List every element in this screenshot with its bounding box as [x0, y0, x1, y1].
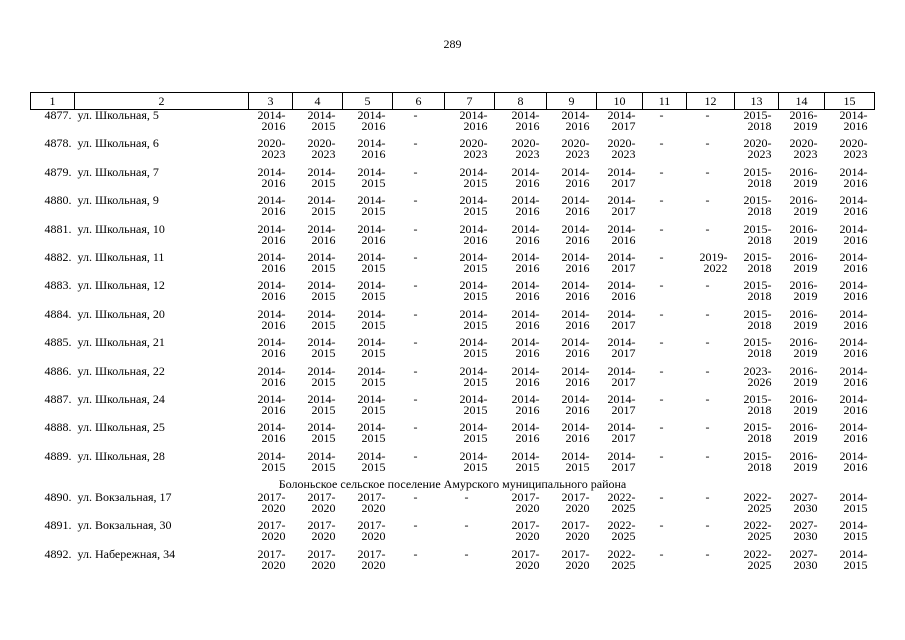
period-cell-col-11: - [659, 335, 664, 350]
period-cell-col-10: 2014- 2017 [607, 335, 636, 361]
row-number: 4882. [44, 249, 72, 264]
period-cell-col-9: 2014- 2016 [561, 363, 590, 389]
period-cell-col-13: 2015- 2018 [743, 221, 772, 247]
period-cell-col-10: 2014- 2017 [607, 164, 636, 190]
table-row [31, 280, 875, 308]
period-cell-col-13: 2015- 2018 [743, 448, 772, 474]
period-cell-col-12: - [705, 518, 710, 533]
period-cell-col-13: 2022- 2025 [743, 518, 772, 544]
period-cell-col-14: 2016- 2019 [789, 363, 818, 389]
period-cell-col-4: 2017- 2020 [307, 490, 336, 516]
column-header-4: 4 [293, 93, 343, 110]
period-cell-col-5: 2014- 2015 [357, 391, 386, 417]
column-header-13: 13 [735, 93, 779, 110]
period-cell-col-12: - [705, 306, 710, 321]
period-cell-col-13: 2015- 2018 [743, 108, 772, 133]
period-cell-col-5: 2014- 2015 [357, 193, 386, 219]
period-cell-col-4: 2017- 2020 [307, 546, 336, 572]
period-cell-col-12: 2019- 2022 [699, 249, 728, 275]
period-cell-col-14: 2016- 2019 [789, 221, 818, 247]
period-cell-col-14: 2027- 2030 [789, 490, 818, 516]
period-cell-col-15: 2014- 2015 [839, 546, 868, 572]
address-cell: ул. Набережная, 34 [77, 546, 176, 561]
period-cell-col-4: 2014- 2015 [307, 278, 336, 304]
column-header-8: 8 [495, 93, 547, 110]
period-cell-col-14: 2016- 2019 [789, 108, 818, 133]
period-cell-col-5: 2014- 2016 [357, 221, 386, 247]
period-cell-col-13: 2015- 2018 [743, 164, 772, 190]
period-cell-col-5: 2014- 2015 [357, 306, 386, 332]
period-cell-col-8: 2017- 2020 [511, 546, 540, 572]
period-cell-col-4: 2014- 2015 [307, 108, 336, 133]
period-cell-col-3: 2014- 2016 [257, 249, 286, 275]
column-header-7: 7 [445, 93, 495, 110]
period-cell-col-4: 2014- 2015 [307, 420, 336, 446]
period-cell-col-15: 2014- 2016 [839, 448, 868, 474]
period-cell-col-11: - [659, 193, 664, 208]
row-number: 4884. [44, 306, 72, 321]
period-cell-col-6: - [413, 420, 418, 435]
period-cell-col-14: 2020- 2023 [789, 136, 818, 162]
column-number-header [31, 93, 875, 110]
period-cell-col-5: 2014- 2015 [357, 278, 386, 304]
period-cell-col-8: 2014- 2016 [511, 363, 540, 389]
period-cell-col-7: 2014- 2016 [459, 221, 488, 247]
page-number: 289 [443, 37, 462, 51]
period-cell-col-12: - [705, 278, 710, 293]
period-cell-col-4: 2014- 2015 [307, 363, 336, 389]
period-cell-col-4: 2014- 2015 [307, 164, 336, 190]
address-cell: ул. Школьная, 24 [77, 391, 165, 406]
period-cell-col-15: 2014- 2016 [839, 278, 868, 304]
column-header-2: 2 [75, 93, 249, 110]
period-cell-col-15: 2020- 2023 [839, 136, 868, 162]
address-cell: ул. Школьная, 12 [77, 278, 165, 293]
period-cell-col-7: - [464, 546, 469, 561]
period-cell-col-11: - [659, 420, 664, 435]
period-cell-col-11: - [659, 136, 664, 151]
period-cell-col-6: - [413, 164, 418, 179]
period-cell-col-10: 2014- 2016 [607, 221, 636, 247]
period-cell-col-15: 2014- 2016 [839, 249, 868, 275]
period-cell-col-10: 2014- 2016 [607, 278, 636, 304]
period-cell-col-7: - [464, 490, 469, 505]
period-cell-col-4: 2017- 2020 [307, 518, 336, 544]
period-cell-col-9: 2014- 2016 [561, 335, 590, 361]
period-cell-col-14: 2027- 2030 [789, 518, 818, 544]
table-row [31, 167, 875, 195]
period-cell-col-10: 2014- 2017 [607, 363, 636, 389]
row-number: 4879. [44, 164, 72, 179]
period-cell-col-5: 2017- 2020 [357, 546, 386, 572]
period-cell-col-5: 2017- 2020 [357, 518, 386, 544]
period-cell-col-6: - [413, 335, 418, 350]
period-cell-col-10: 2014- 2017 [607, 448, 636, 474]
period-cell-col-6: - [413, 221, 418, 236]
period-cell-col-8: 2014- 2016 [511, 306, 540, 332]
period-cell-col-14: 2016- 2019 [789, 249, 818, 275]
period-cell-col-9: 2014- 2016 [561, 164, 590, 190]
period-cell-col-6: - [413, 518, 418, 533]
table-row [31, 492, 875, 520]
table-row [31, 520, 875, 548]
period-cell-col-4: 2020- 2023 [307, 136, 336, 162]
row-number: 4889. [44, 448, 72, 463]
table-row [31, 195, 875, 223]
period-cell-col-10: 2014- 2017 [607, 391, 636, 417]
period-cell-col-3: 2017- 2020 [257, 546, 286, 572]
period-cell-col-3: 2014- 2016 [257, 193, 286, 219]
row-number: 4885. [44, 335, 72, 350]
column-header-5: 5 [343, 93, 393, 110]
row-number: 4890. [44, 490, 72, 505]
period-cell-col-7: 2014- 2015 [459, 391, 488, 417]
period-cell-col-12: - [705, 391, 710, 406]
table-row [31, 366, 875, 394]
period-cell-col-5: 2014- 2016 [357, 108, 386, 133]
period-cell-col-7: 2014- 2015 [459, 448, 488, 474]
row-number: 4878. [44, 136, 72, 151]
period-cell-col-3: 2014- 2016 [257, 164, 286, 190]
period-cell-col-13: 2015- 2018 [743, 306, 772, 332]
period-cell-col-15: 2014- 2016 [839, 108, 868, 133]
row-number: 4877. [44, 108, 72, 122]
period-cell-col-8: 2014- 2016 [511, 391, 540, 417]
table-row [31, 394, 875, 422]
period-cell-col-9: 2014- 2016 [561, 420, 590, 446]
period-cell-col-14: 2016- 2019 [789, 193, 818, 219]
period-cell-col-8: 2017- 2020 [511, 490, 540, 516]
period-cell-col-10: 2014- 2017 [607, 420, 636, 446]
period-cell-col-13: 2015- 2018 [743, 420, 772, 446]
period-cell-col-9: 2014- 2016 [561, 193, 590, 219]
period-cell-col-13: 2015- 2018 [743, 278, 772, 304]
period-cell-col-5: 2017- 2020 [357, 490, 386, 516]
period-cell-col-11: - [659, 546, 664, 561]
period-cell-col-11: - [659, 164, 664, 179]
period-cell-col-11: - [659, 391, 664, 406]
period-cell-col-7: 2014- 2015 [459, 278, 488, 304]
address-cell: ул. Школьная, 28 [77, 448, 165, 463]
column-header-9: 9 [547, 93, 597, 110]
period-cell-col-9: 2014- 2016 [561, 278, 590, 304]
period-cell-col-9: 2014- 2016 [561, 306, 590, 332]
row-number: 4880. [44, 193, 72, 208]
period-cell-col-6: - [413, 108, 418, 122]
period-cell-col-3: 2014- 2016 [257, 306, 286, 332]
period-cell-col-10: 2022- 2025 [607, 490, 636, 516]
period-cell-col-4: 2014- 2015 [307, 448, 336, 474]
column-header-1: 1 [31, 93, 75, 110]
period-cell-col-15: 2014- 2015 [839, 518, 868, 544]
period-cell-col-7: - [464, 518, 469, 533]
period-cell-col-13: 2015- 2018 [743, 391, 772, 417]
period-cell-col-9: 2017- 2020 [561, 518, 590, 544]
period-cell-col-8: 2017- 2020 [511, 518, 540, 544]
period-cell-col-6: - [413, 363, 418, 378]
period-cell-col-12: - [705, 546, 710, 561]
table-row [31, 422, 875, 450]
period-cell-col-8: 2014- 2015 [511, 448, 540, 474]
row-number: 4892. [44, 546, 72, 561]
column-header-6: 6 [393, 93, 445, 110]
period-cell-col-3: 2017- 2020 [257, 490, 286, 516]
period-cell-col-14: 2016- 2019 [789, 335, 818, 361]
period-cell-col-10: 2014- 2017 [607, 249, 636, 275]
period-cell-col-9: 2020- 2023 [561, 136, 590, 162]
period-cell-col-12: - [705, 335, 710, 350]
period-cell-col-11: - [659, 518, 664, 533]
period-cell-col-14: 2016- 2019 [789, 420, 818, 446]
period-cell-col-3: 2014- 2016 [257, 391, 286, 417]
table-row [31, 451, 875, 479]
period-cell-col-15: 2014- 2015 [839, 490, 868, 516]
period-cell-col-11: - [659, 490, 664, 505]
table-row [31, 224, 875, 252]
period-cell-col-6: - [413, 546, 418, 561]
period-cell-col-9: 2014- 2016 [561, 108, 590, 133]
period-cell-col-15: 2014- 2016 [839, 391, 868, 417]
period-cell-col-9: 2014- 2015 [561, 448, 590, 474]
period-cell-col-6: - [413, 193, 418, 208]
period-cell-col-5: 2014- 2015 [357, 335, 386, 361]
period-cell-col-3: 2020- 2023 [257, 136, 286, 162]
table-row [31, 138, 875, 166]
column-header-11: 11 [643, 93, 687, 110]
period-cell-col-7: 2020- 2023 [459, 136, 488, 162]
table-row [31, 252, 875, 280]
table-row [31, 110, 875, 139]
period-cell-col-5: 2014- 2015 [357, 448, 386, 474]
period-cell-col-11: - [659, 363, 664, 378]
column-header-14: 14 [779, 93, 825, 110]
period-cell-col-9: 2017- 2020 [561, 490, 590, 516]
period-cell-col-12: - [705, 448, 710, 463]
period-cell-col-8: 2014- 2016 [511, 278, 540, 304]
period-cell-col-15: 2014- 2016 [839, 335, 868, 361]
period-cell-col-5: 2014- 2015 [357, 420, 386, 446]
period-cell-col-8: 2020- 2023 [511, 136, 540, 162]
period-cell-col-3: 2014- 2015 [257, 448, 286, 474]
period-cell-col-6: - [413, 136, 418, 151]
period-cell-col-15: 2014- 2016 [839, 420, 868, 446]
period-cell-col-10: 2020- 2023 [607, 136, 636, 162]
row-number: 4881. [44, 221, 72, 236]
period-cell-col-15: 2014- 2016 [839, 193, 868, 219]
period-cell-col-8: 2014- 2016 [511, 420, 540, 446]
period-cell-col-4: 2014- 2015 [307, 193, 336, 219]
period-cell-col-13: 2015- 2018 [743, 335, 772, 361]
period-cell-col-15: 2014- 2016 [839, 164, 868, 190]
period-cell-col-4: 2014- 2016 [307, 221, 336, 247]
period-cell-col-15: 2014- 2016 [839, 306, 868, 332]
period-cell-col-14: 2016- 2019 [789, 391, 818, 417]
column-header-15: 15 [825, 93, 875, 110]
period-cell-col-14: 2016- 2019 [789, 448, 818, 474]
period-cell-col-9: 2014- 2016 [561, 391, 590, 417]
period-cell-col-11: - [659, 306, 664, 321]
row-number: 4886. [44, 363, 72, 378]
period-cell-col-3: 2014- 2016 [257, 335, 286, 361]
period-cell-col-13: 2015- 2018 [743, 193, 772, 219]
period-cell-col-10: 2014- 2017 [607, 193, 636, 219]
period-cell-col-13: 2015- 2018 [743, 249, 772, 275]
table-row [31, 549, 875, 577]
period-cell-col-12: - [705, 136, 710, 151]
period-cell-col-7: 2014- 2015 [459, 335, 488, 361]
period-cell-col-9: 2014- 2016 [561, 249, 590, 275]
period-cell-col-4: 2014- 2015 [307, 306, 336, 332]
row-number: 4888. [44, 420, 72, 435]
period-cell-col-12: - [705, 221, 710, 236]
address-cell: ул. Школьная, 9 [77, 193, 159, 208]
column-header-12: 12 [687, 93, 735, 110]
period-cell-col-3: 2014- 2016 [257, 363, 286, 389]
period-cell-col-4: 2014- 2015 [307, 335, 336, 361]
address-cell: ул. Школьная, 11 [77, 249, 165, 264]
period-cell-col-8: 2014- 2016 [511, 164, 540, 190]
period-cell-col-6: - [413, 490, 418, 505]
period-cell-col-5: 2014- 2015 [357, 363, 386, 389]
period-cell-col-6: - [413, 278, 418, 293]
period-cell-col-5: 2014- 2015 [357, 249, 386, 275]
period-cell-col-6: - [413, 391, 418, 406]
period-cell-col-13: 2020- 2023 [743, 136, 772, 162]
period-cell-col-7: 2014- 2015 [459, 193, 488, 219]
period-cell-col-13: 2022- 2025 [743, 490, 772, 516]
address-cell: ул. Школьная, 21 [77, 335, 165, 350]
schedule-table [30, 92, 875, 577]
period-cell-col-9: 2014- 2016 [561, 221, 590, 247]
row-number: 4887. [44, 391, 72, 406]
period-cell-col-14: 2016- 2019 [789, 306, 818, 332]
address-cell: ул. Школьная, 7 [77, 164, 159, 179]
period-cell-col-5: 2014- 2015 [357, 164, 386, 190]
period-cell-col-10: 2022- 2025 [607, 546, 636, 572]
period-cell-col-11: - [659, 221, 664, 236]
address-cell: ул. Вокзальная, 17 [77, 490, 172, 505]
period-cell-col-11: - [659, 249, 664, 264]
period-cell-col-7: 2014- 2015 [459, 249, 488, 275]
section-heading: Болоньское сельское поселение Амурского муниципального района [278, 477, 627, 492]
period-cell-col-11: - [659, 278, 664, 293]
period-cell-col-12: - [705, 363, 710, 378]
column-header-10: 10 [597, 93, 643, 110]
period-cell-col-12: - [705, 420, 710, 435]
period-cell-col-7: 2014- 2016 [459, 108, 488, 133]
period-cell-col-10: 2014- 2017 [607, 306, 636, 332]
period-cell-col-14: 2016- 2019 [789, 278, 818, 304]
period-cell-col-3: 2014- 2016 [257, 278, 286, 304]
row-number: 4883. [44, 278, 72, 293]
period-cell-col-6: - [413, 306, 418, 321]
period-cell-col-7: 2014- 2015 [459, 164, 488, 190]
table-row [31, 337, 875, 365]
row-number: 4891. [44, 518, 72, 533]
period-cell-col-3: 2017- 2020 [257, 518, 286, 544]
period-cell-col-3: 2014- 2016 [257, 108, 286, 133]
period-cell-col-7: 2014- 2015 [459, 420, 488, 446]
period-cell-col-13: 2023- 2026 [743, 363, 772, 389]
period-cell-col-3: 2014- 2016 [257, 221, 286, 247]
column-header-3: 3 [249, 93, 293, 110]
period-cell-col-14: 2016- 2019 [789, 164, 818, 190]
period-cell-col-8: 2014- 2016 [511, 335, 540, 361]
period-cell-col-7: 2014- 2015 [459, 363, 488, 389]
period-cell-col-11: - [659, 448, 664, 463]
period-cell-col-8: 2014- 2016 [511, 108, 540, 133]
period-cell-col-7: 2014- 2015 [459, 306, 488, 332]
period-cell-col-11: - [659, 108, 664, 122]
address-cell: ул. Школьная, 6 [77, 136, 159, 151]
address-cell: ул. Школьная, 20 [77, 306, 165, 321]
period-cell-col-12: - [705, 193, 710, 208]
period-cell-col-14: 2027- 2030 [789, 546, 818, 572]
period-cell-col-10: 2014- 2017 [607, 108, 636, 133]
period-cell-col-5: 2014- 2016 [357, 136, 386, 162]
address-cell: ул. Школьная, 10 [77, 221, 165, 236]
period-cell-col-4: 2014- 2015 [307, 249, 336, 275]
period-cell-col-6: - [413, 249, 418, 264]
period-cell-col-13: 2022- 2025 [743, 546, 772, 572]
period-cell-col-12: - [705, 108, 710, 122]
period-cell-col-8: 2014- 2016 [511, 249, 540, 275]
address-cell: ул. Школьная, 22 [77, 363, 165, 378]
address-cell: ул. Вокзальная, 30 [77, 518, 172, 533]
period-cell-col-15: 2014- 2016 [839, 363, 868, 389]
period-cell-col-12: - [705, 490, 710, 505]
table-row [31, 309, 875, 337]
period-cell-col-8: 2014- 2016 [511, 221, 540, 247]
period-cell-col-15: 2014- 2016 [839, 221, 868, 247]
period-cell-col-4: 2014- 2015 [307, 391, 336, 417]
period-cell-col-10: 2022- 2025 [607, 518, 636, 544]
address-cell: ул. Школьная, 25 [77, 420, 165, 435]
period-cell-col-3: 2014- 2016 [257, 420, 286, 446]
address-cell: ул. Школьная, 5 [77, 108, 159, 122]
period-cell-col-6: - [413, 448, 418, 463]
period-cell-col-12: - [705, 164, 710, 179]
period-cell-col-8: 2014- 2016 [511, 193, 540, 219]
period-cell-col-9: 2017- 2020 [561, 546, 590, 572]
